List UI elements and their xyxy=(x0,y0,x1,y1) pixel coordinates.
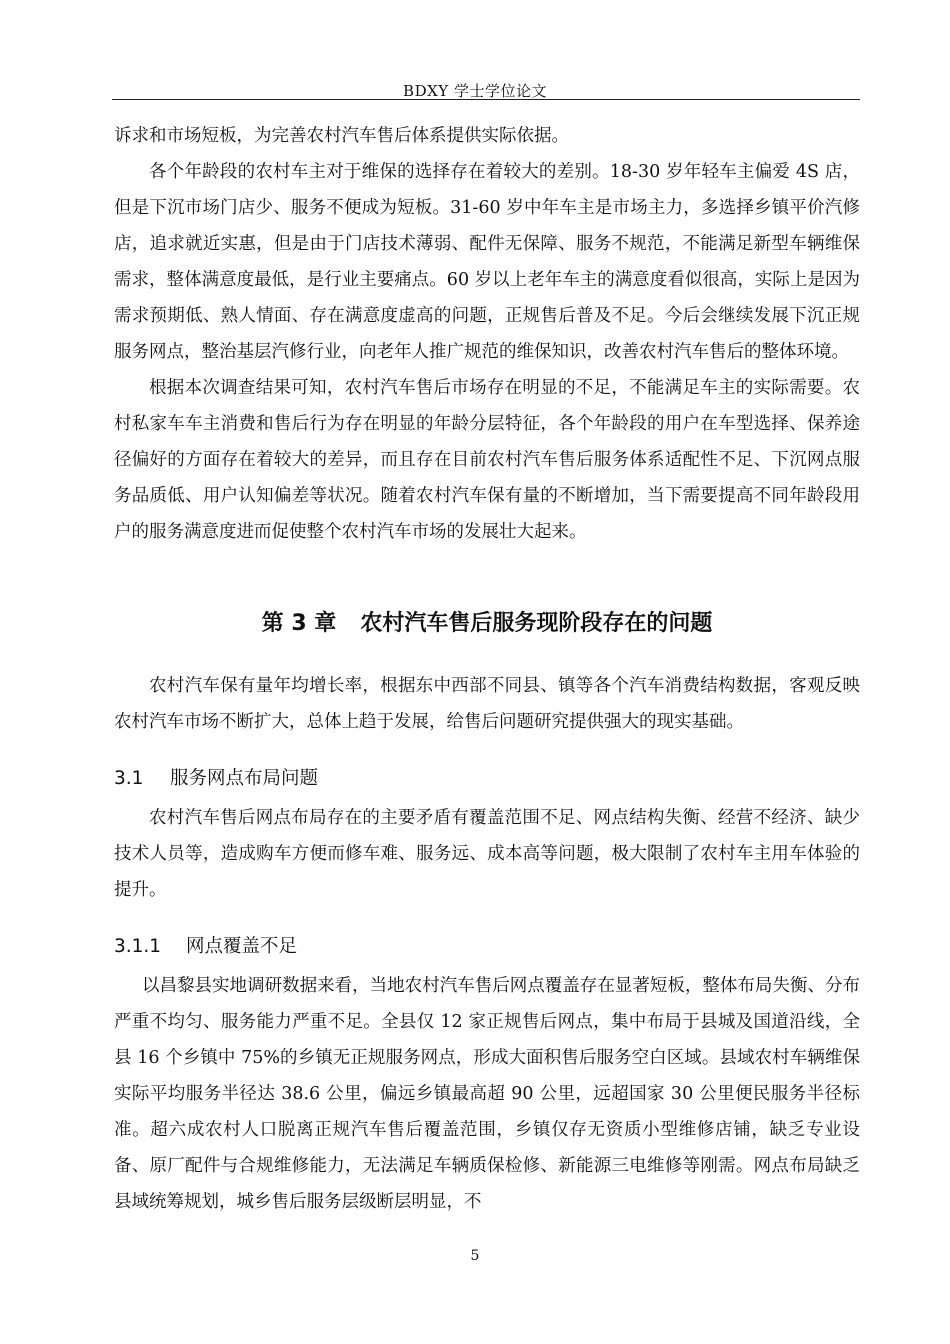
section-heading-3-1 xyxy=(114,764,860,794)
section-3-1-paragraph: 农村汽车售后网点布局存在的主要矛盾有覆盖范围不足、网点结构失衡、经营不经济、缺少技术人员等，造成购车方便而修车难、服务远、成本高等问题，极大限制了农村车主用车体验的提升。 xyxy=(114,808,860,900)
section-title: 服务网点布局问题 xyxy=(170,768,319,789)
section-heading-3-1-1 xyxy=(114,932,860,962)
subsection-title: 网点覆盖不足 xyxy=(186,936,298,957)
header-title: BDXY 学士学位论文 xyxy=(403,82,547,100)
chapter-heading xyxy=(114,608,860,640)
page-number: 5 xyxy=(470,1248,480,1264)
paragraph-continuation: 诉求和市场短板，为完善农村汽车售后体系提供实际依据。 xyxy=(114,126,569,146)
section-number: 3.1 xyxy=(114,768,144,789)
paragraph-survey-conclusion: 根据本次调查结果可知，农村汽车售后市场存在明显的不足，不能满足车主的实际需要。农村私家车车主消费和售后行为存在明显的年龄分层特征，各个年龄段的用户在车型选择、保养途径偏好的方面存在着较大的差异，而且存在目前农村汽车售后服务体系适配性不足、下沉网点服务品质低、用户认知偏差等状况。随着农村汽车保有量的不断增加，当下需要提高不同年龄段用户的服务满意度进而促使整个农村汽车市场的发展壮大起来。 xyxy=(114,378,860,542)
subsection-number: 3.1.1 xyxy=(114,936,162,957)
section-3-1-1-paragraph: 以昌黎县实地调研数据来看，当地农村汽车售后网点覆盖存在显著短板，整体布局失衡、分布严重不均匀、服务能力严重不足。全县仅 12 家正规售后网点，集中布局于县城及国道沿线，全县 16 个乡镇中 75%的乡镇无正规服务网点，形成大面积售后服务空白区域。县域农村车辆维保实际平均服务半径达 38.6 公里，偏远乡镇最高超 90 公里，远超国家 30 公里便民服务半径标准。超六成农村人口脱离正规汽车售后覆盖范围，乡镇仅存无资质小型维修店铺，缺乏专业设备、原厂配件与合规维修能力，无法满足车辆质保检修、新能源三电维修等刚需。网点布局缺乏县域统筹规划，城乡售后服务层级断层明显，不 xyxy=(114,976,860,1212)
page-body xyxy=(114,118,860,1220)
paragraph-age-groups: 各个年龄段的农村车主对于维保的选择存在着较大的差别。18-30 岁年轻车主偏爱 4S 店，但是下沉市场门店少、服务不便成为短板。31-60 岁中年车主是市场主力，多选择乡镇平价汽修店，追求就近实惠，但是由于门店技术薄弱、配件无保障、服务不规范，不能满足新型车辆维保需求，整体满意度最低，是行业主要痛点。60 岁以上老年车主的满意度看似很高，实际上是因为需求预期低、熟人情面、存在满意度虚高的问题，正规售后普及不足。今后会继续发展下沉正规服务网点，整治基层汽修行业，向老年人推广规范的维保知识，改善农村汽车售后的整体环境。 xyxy=(114,162,860,362)
header-divider xyxy=(112,99,860,100)
chapter-number: 第 3 章 xyxy=(261,611,337,636)
chapter-title: 农村汽车售后服务现阶段存在的问题 xyxy=(360,611,713,636)
chapter-intro-paragraph: 农村汽车保有量年均增长率，根据东中西部不同县、镇等各个汽车消费结构数据，客观反映农村汽车市场不断扩大，总体上趋于发展，给售后问题研究提供强大的现实基础。 xyxy=(114,676,860,732)
